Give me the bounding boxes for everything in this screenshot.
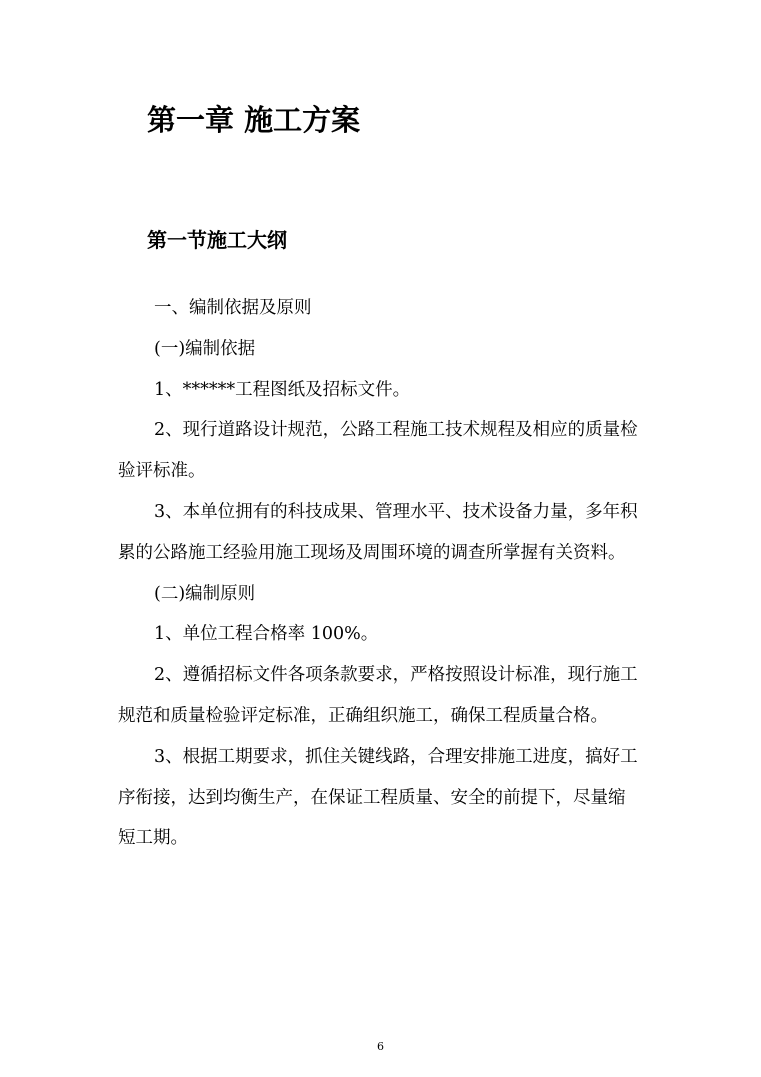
paragraph-basis-1: 1、******工程图纸及招标文件。 bbox=[154, 379, 411, 400]
paragraph-subheading-principles: (二)编制原则 bbox=[154, 583, 256, 604]
paragraph-principle-1: 1、单位工程合格率 100%。 bbox=[154, 624, 379, 645]
chapter-title: 第一章 施工方案 bbox=[147, 103, 361, 137]
section-title: 第一节施工大纲 bbox=[147, 228, 287, 252]
paragraph-heading-basis-principles: 一、编制依据及原则 bbox=[154, 298, 312, 318]
paragraph-basis-3: 3、本单位拥有的科技成果、管理水平、技术设备力量，多年积累的公路施工经验用施工现场及周围环境的调查所掌握有关资料。 bbox=[118, 501, 638, 563]
body-text bbox=[118, 288, 638, 859]
paragraph-principle-3: 3、根据工期要求，抓住关键线路，合理安排施工进度，搞好工序衔接，达到均衡生产，在保证工程质量、安全的前提下，尽量缩短工期。 bbox=[118, 746, 638, 849]
paragraph-basis-2: 2、现行道路设计规范，公路工程施工技术规程及相应的质量检验评标准。 bbox=[118, 420, 638, 482]
paragraph-subheading-basis: (一)编制依据 bbox=[154, 338, 256, 359]
paragraph-principle-2: 2、遵循招标文件各项条款要求，严格按照设计标准，现行施工规范和质量检验评定标准，正确组织施工，确保工程质量合格。 bbox=[118, 665, 638, 726]
page-number: 6 bbox=[377, 1040, 384, 1053]
